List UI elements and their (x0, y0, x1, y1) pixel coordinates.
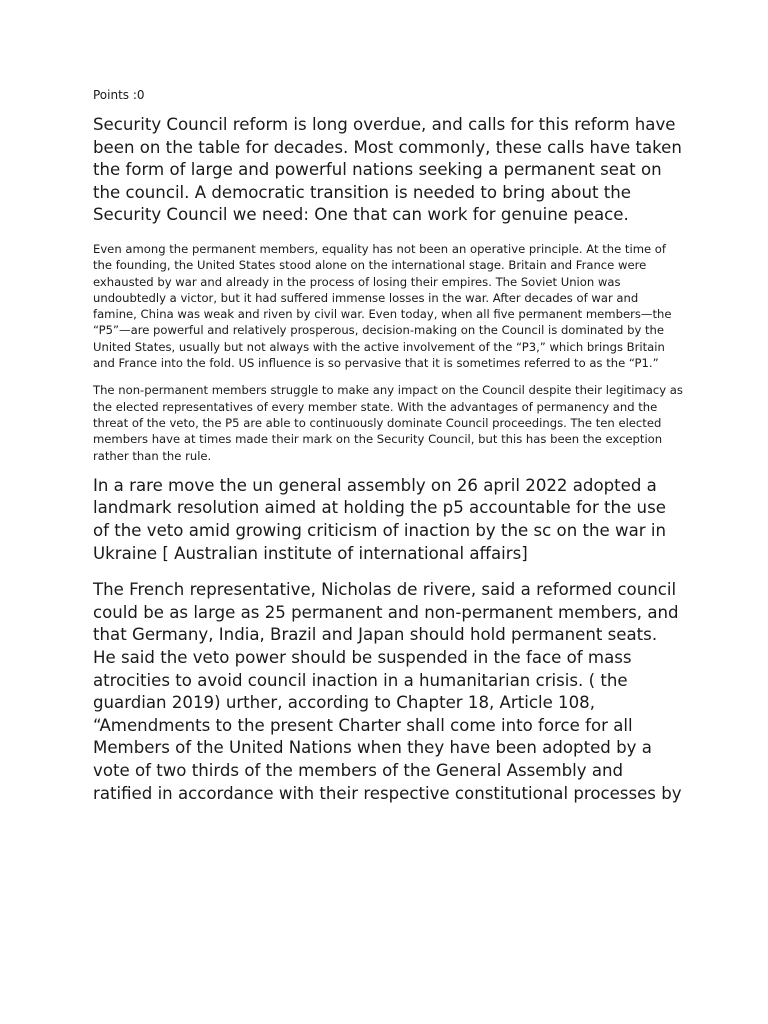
paragraph-french-representative: The French representative, Nicholas de rivere, said a reformed council could be as large as 25 permanent and non-permanent members, and that Germany, India, Brazil and Japan should hold permanent seats. He said the veto power should be suspended in the face of mass atrocities to avoid council inaction in a humanitarian crisis. ( the guardian 2019) urther, according to Chapter 18, Article 108, “Amendments to the present Charter shall come into force for all Members of the United Nations when they have been adopted by a vote of two thirds of the members of the General Assembly and ratified in accordance with their respective constitutional processes by (93, 580, 682, 803)
points-label: Points :0 (93, 88, 145, 102)
paragraph-permanent-members: Even among the permanent members, equality has not been an operative principle. At the time of the founding, the United States stood alone on the international stage. Britain and France were exhausted by war and already in the process of losing their empires. The Soviet Union was undoubtedly a victor, but it had suffered immense losses in the war. After decades of war and famine, China was weak and riven by civil war. Even today, when all five permanent members—the “P5”—are powerful and relatively prosperous, decision-making on the Council is dominated by the United States, usually but not always with the active involvement of the “P3,” which brings Britain and France into the fold. US influence is so pervasive that it is sometimes referred to as the “P1.” (93, 241, 672, 371)
paragraph-veto-resolution: In a rare move the un general assembly on 26 april 2022 adopted a landmark resolution aimed at holding the p5 accountable for the use of the veto amid growing criticism of inaction by the sc on the war in Ukraine [ Australian institute of international affairs] (93, 475, 666, 563)
document-page (93, 86, 683, 819)
paragraph-non-permanent-members: The non-permanent members struggle to make any impact on the Council despite their legitimacy as the elected representatives of every member state. With the advantages of permanency and the threat of the veto, the P5 are able to continuously dominate Council proceedings. The ten elected members have at times made their mark on the Security Council, but this has been the exception rather than the rule. (93, 383, 683, 463)
paragraph-intro: Security Council reform is long overdue, and calls for this reform have been on the table for decades. Most commonly, these calls have taken the form of large and powerful nations seeking a permanent seat on the council. A democratic transition is needed to bring about the Security Council we need: One that can work for genuine peace. (93, 115, 682, 225)
